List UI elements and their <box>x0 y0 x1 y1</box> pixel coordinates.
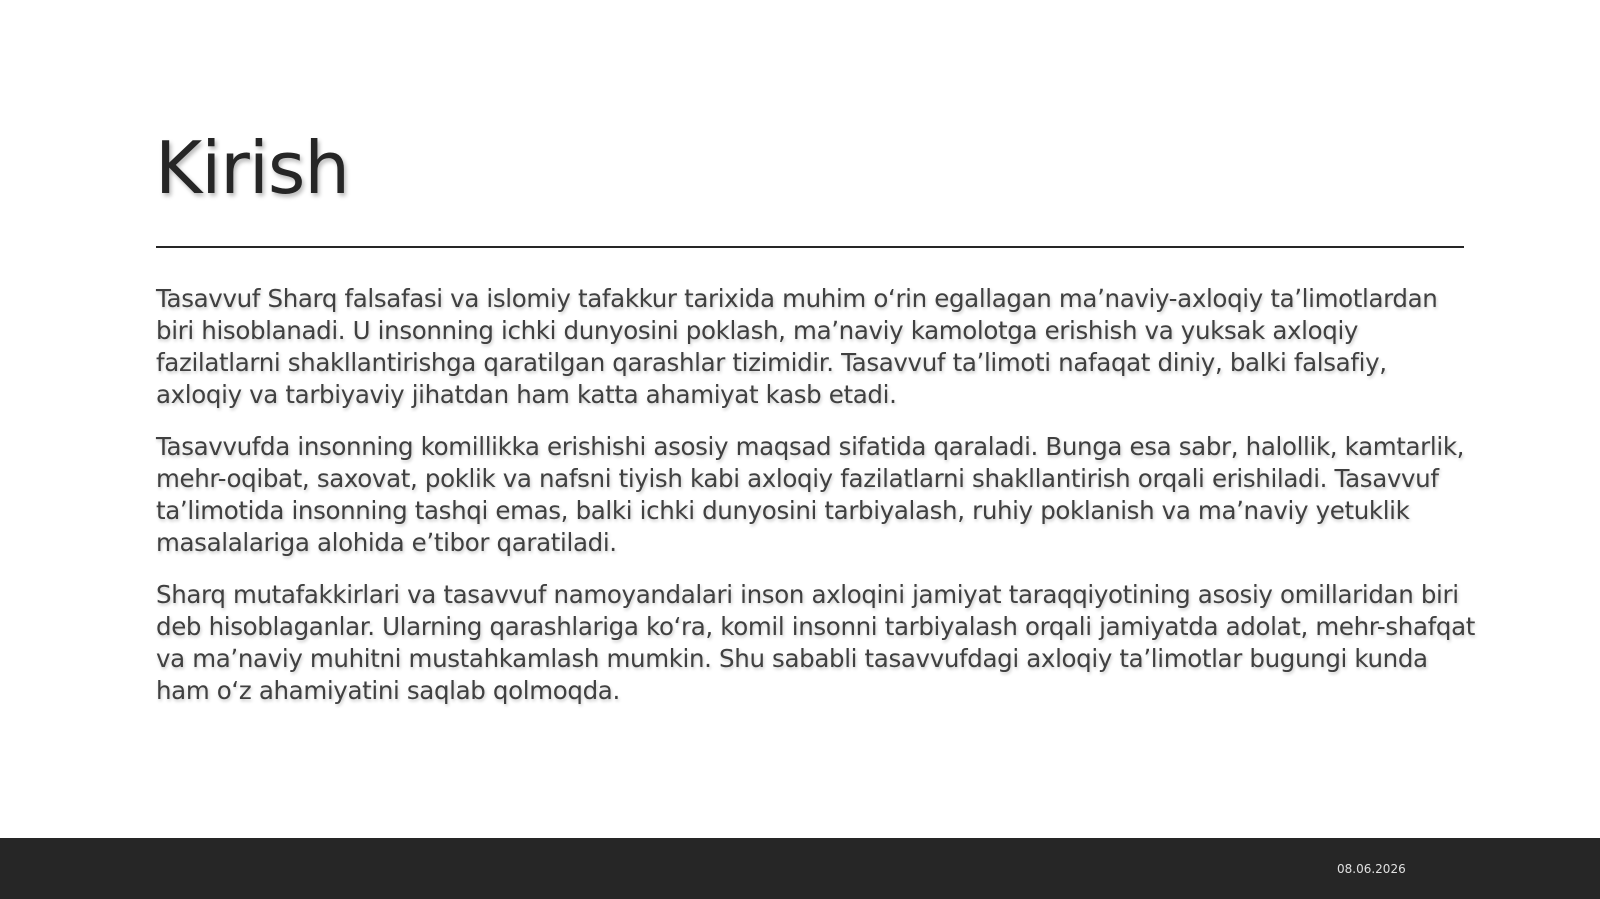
slide-title: Kirish <box>155 126 349 210</box>
body-paragraph-2: Tasavvufda insonning komillikka erishishi asosiy maqsad sifatida qaraladi. Bunga esa sabr, halollik, kamtarlik, mehr-oqibat, saxovat, poklik va nafsni tiyish kabi axloqiy fazilatlarni shakllantirish orqali erishiladi. Tasavvuf taʼlimotida insonning tashqi emas, balki ichki dunyosini tarbiyalash, ruhiy poklanish va maʼnaviy yetuklik masalalariga alohida eʼtibor qaratiladi. <box>156 432 1465 557</box>
footer-bar <box>0 838 1600 899</box>
body-paragraph-1: Tasavvuf Sharq falsafasi va islomiy tafakkur tarixida muhim oʻrin egallagan maʼnaviy-axloqiy taʼlimotlardan biri hisoblanadi. U insonning ichki dunyosini poklash, maʼnaviy kamolotga erishish va yuksak axloqiy fazilatlarni shakllantirishga qaratilgan qarashlar tizimidir. Tasavvuf taʼlimoti nafaqat diniy, balki falsafiy, axloqiy va tarbiyaviy jihatdan ham katta ahamiyat kasb etadi. <box>156 284 1438 409</box>
body-paragraph-3: Sharq mutafakkirlari va tasavvuf namoyandalari inson axloqini jamiyat taraqqiyotining asosiy omillaridan biri deb hisoblaganlar. Ularning qarashlariga koʻra, komil insonni tarbiyalash orqali jamiyatda adolat, mehr-shafqat va maʼnaviy muhitni mustahkamlash mumkin. Shu sababli tasavvufdagi axloqiy taʼlimotlar bugungi kunda ham oʻz ahamiyatini saqlab qolmoqda. <box>156 580 1476 705</box>
slide-body <box>156 283 1476 727</box>
title-divider <box>156 246 1464 248</box>
footer-date: 08.06.2026 <box>1337 862 1406 876</box>
